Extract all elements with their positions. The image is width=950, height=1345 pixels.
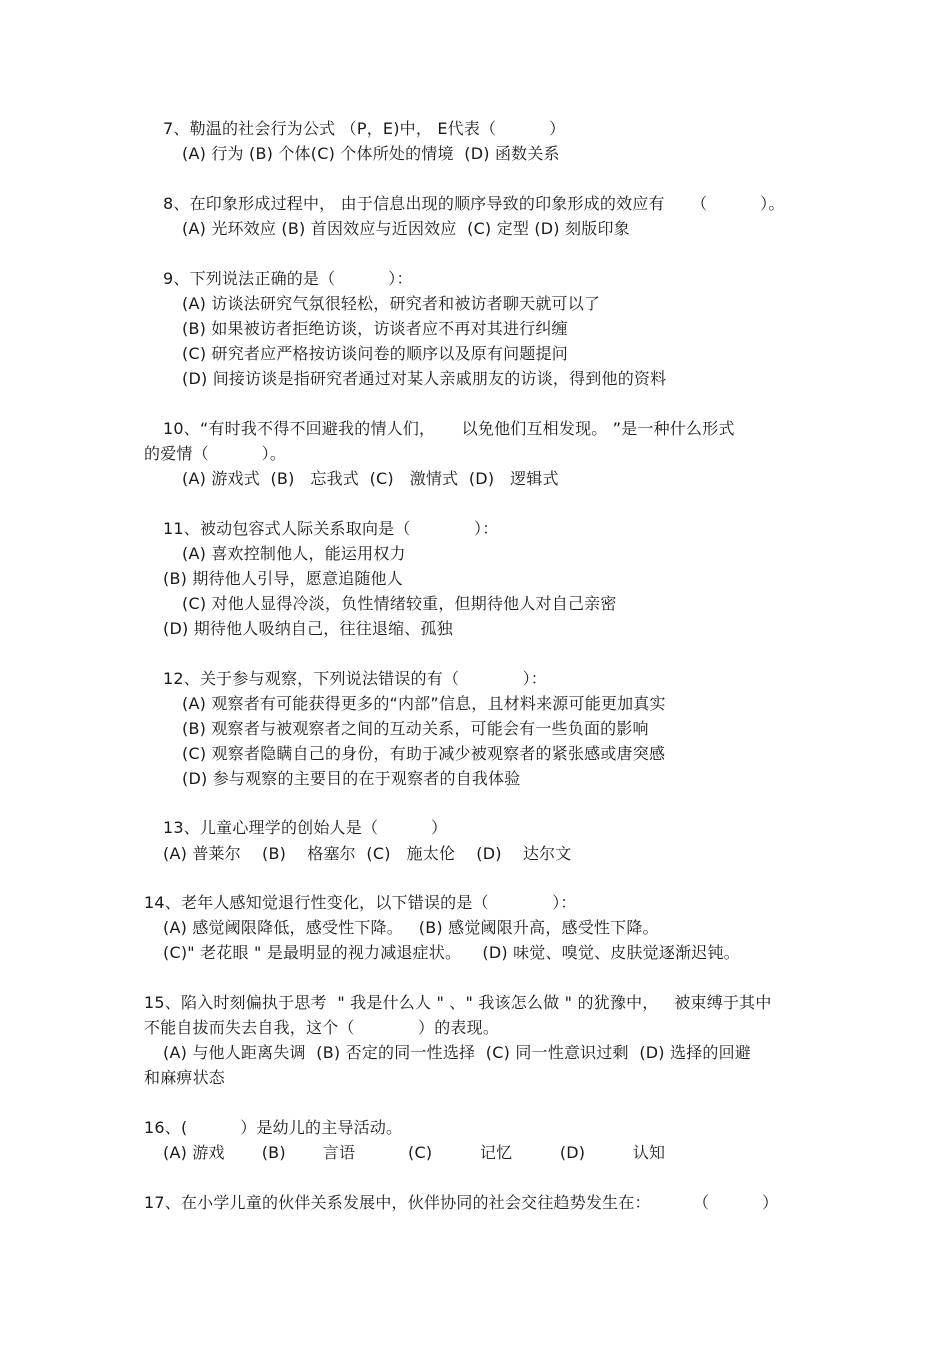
question-10-stem-line-1: 10、“有时我不得不回避我的情人们， 以免他们互相发现。 ”是一种什么形式 [163, 419, 735, 438]
question-11-stem: 11、被动包容式人际关系取向是（ ）： [163, 519, 499, 538]
question-8-options: (A) 光环效应 (B) 首因效应与近因效应 (C) 定型 (D) 刻版印象 [182, 219, 630, 238]
question-12-stem: 12、关于参与观察，下列说法错误的有（ ）： [163, 669, 547, 688]
question-10-options: (A) 游戏式 (B) 忘我式 (C) 激情式 (D) 逻辑式 [182, 469, 559, 488]
question-13-options: (A) 普莱尔 (B) 格塞尔 (C) 施太伦 (D) 达尔文 [163, 844, 572, 863]
question-9-option-a: (A) 访谈法研究气氛很轻松，研究者和被访者聊天就可以了 [182, 294, 601, 313]
question-15-stem-line-2: 不能自拔而失去自我，这个（ ）的表现。 [144, 1018, 500, 1037]
question-17-stem: 17、在小学儿童的伙伴关系发展中，伙伴协同的社会交往趋势发生在： （ ） [144, 1193, 779, 1212]
question-15-options-line-1: (A) 与他人距离失调 (B) 否定的同一性选择 (C) 同一性意识过剩 (D) 选择的回避 [163, 1043, 752, 1062]
question-14-stem: 14、老年人感知觉退行性变化，以下错误的是（ ）： [144, 893, 577, 912]
question-11-option-d: (D) 期待他人吸纳自己，往往退缩、孤独 [163, 619, 453, 638]
question-16-options: (A) 游戏 (B) 言语 (C) 记忆 (D) 认知 [163, 1143, 666, 1162]
question-12-option-a: (A) 观察者有可能获得更多的“内部”信息，且材料来源可能更加真实 [182, 694, 666, 713]
question-9-option-c: (C) 研究者应严格按访谈问卷的顺序以及原有问题提问 [182, 344, 568, 363]
question-15-options-line-2: 和麻痹状态 [144, 1068, 226, 1087]
question-14-options-ab: (A) 感觉阈限降低，感受性下降。 (B) 感觉阈限升高，感受性下降。 [163, 918, 659, 937]
question-8-stem: 8、在印象形成过程中， 由于信息出现的顺序导致的印象形成的效应有 （ ）。 [163, 194, 785, 213]
question-15-stem-line-1: 15、陷入时刻偏执于思考 " 我是什么人 " 、" 我该怎么做 " 的犹豫中， 被束缚于其中 [144, 993, 772, 1012]
question-9-stem: 9、下列说法正确的是（ ）： [163, 269, 413, 288]
question-14-options-cd: (C)" 老花眼 " 是最明显的视力减退症状。 (D) 味觉、嗅觉、皮肤觉逐渐迟钝。 [163, 943, 740, 962]
question-11-option-a: (A) 喜欢控制他人，能运用权力 [182, 544, 406, 563]
question-12-option-c: (C) 观察者隐瞒自己的身份，有助于减少被观察者的紧张感或唐突感 [182, 744, 666, 763]
question-11-option-b: (B) 期待他人引导，愿意追随他人 [163, 569, 403, 588]
question-12-option-b: (B) 观察者与被观察者之间的互动关系，可能会有一些负面的影响 [182, 719, 649, 738]
question-12-option-d: (D) 参与观察的主要目的在于观察者的自我体验 [182, 769, 521, 788]
question-9-option-b: (B) 如果被访者拒绝访谈，访谈者应不再对其进行纠缠 [182, 319, 568, 338]
question-16-stem: 16、( ）是幼儿的主导活动。 [144, 1118, 403, 1137]
question-7-stem: 7、勒温的社会行为公式 （P，E)中， E代表（ ） [163, 119, 566, 138]
question-7-options: (A) 行为 (B) 个体(C) 个体所处的情境 (D) 函数关系 [182, 144, 560, 163]
question-13-stem: 13、儿童心理学的创始人是（ ） [163, 818, 448, 837]
question-9-option-d: (D) 间接访谈是指研究者通过对某人亲戚朋友的访谈，得到他的资料 [182, 369, 667, 388]
question-11-option-c: (C) 对他人显得冷淡，负性情绪较重，但期待他人对自己亲密 [182, 594, 617, 613]
question-10-stem-line-2: 的爱情（ ）。 [144, 444, 287, 463]
